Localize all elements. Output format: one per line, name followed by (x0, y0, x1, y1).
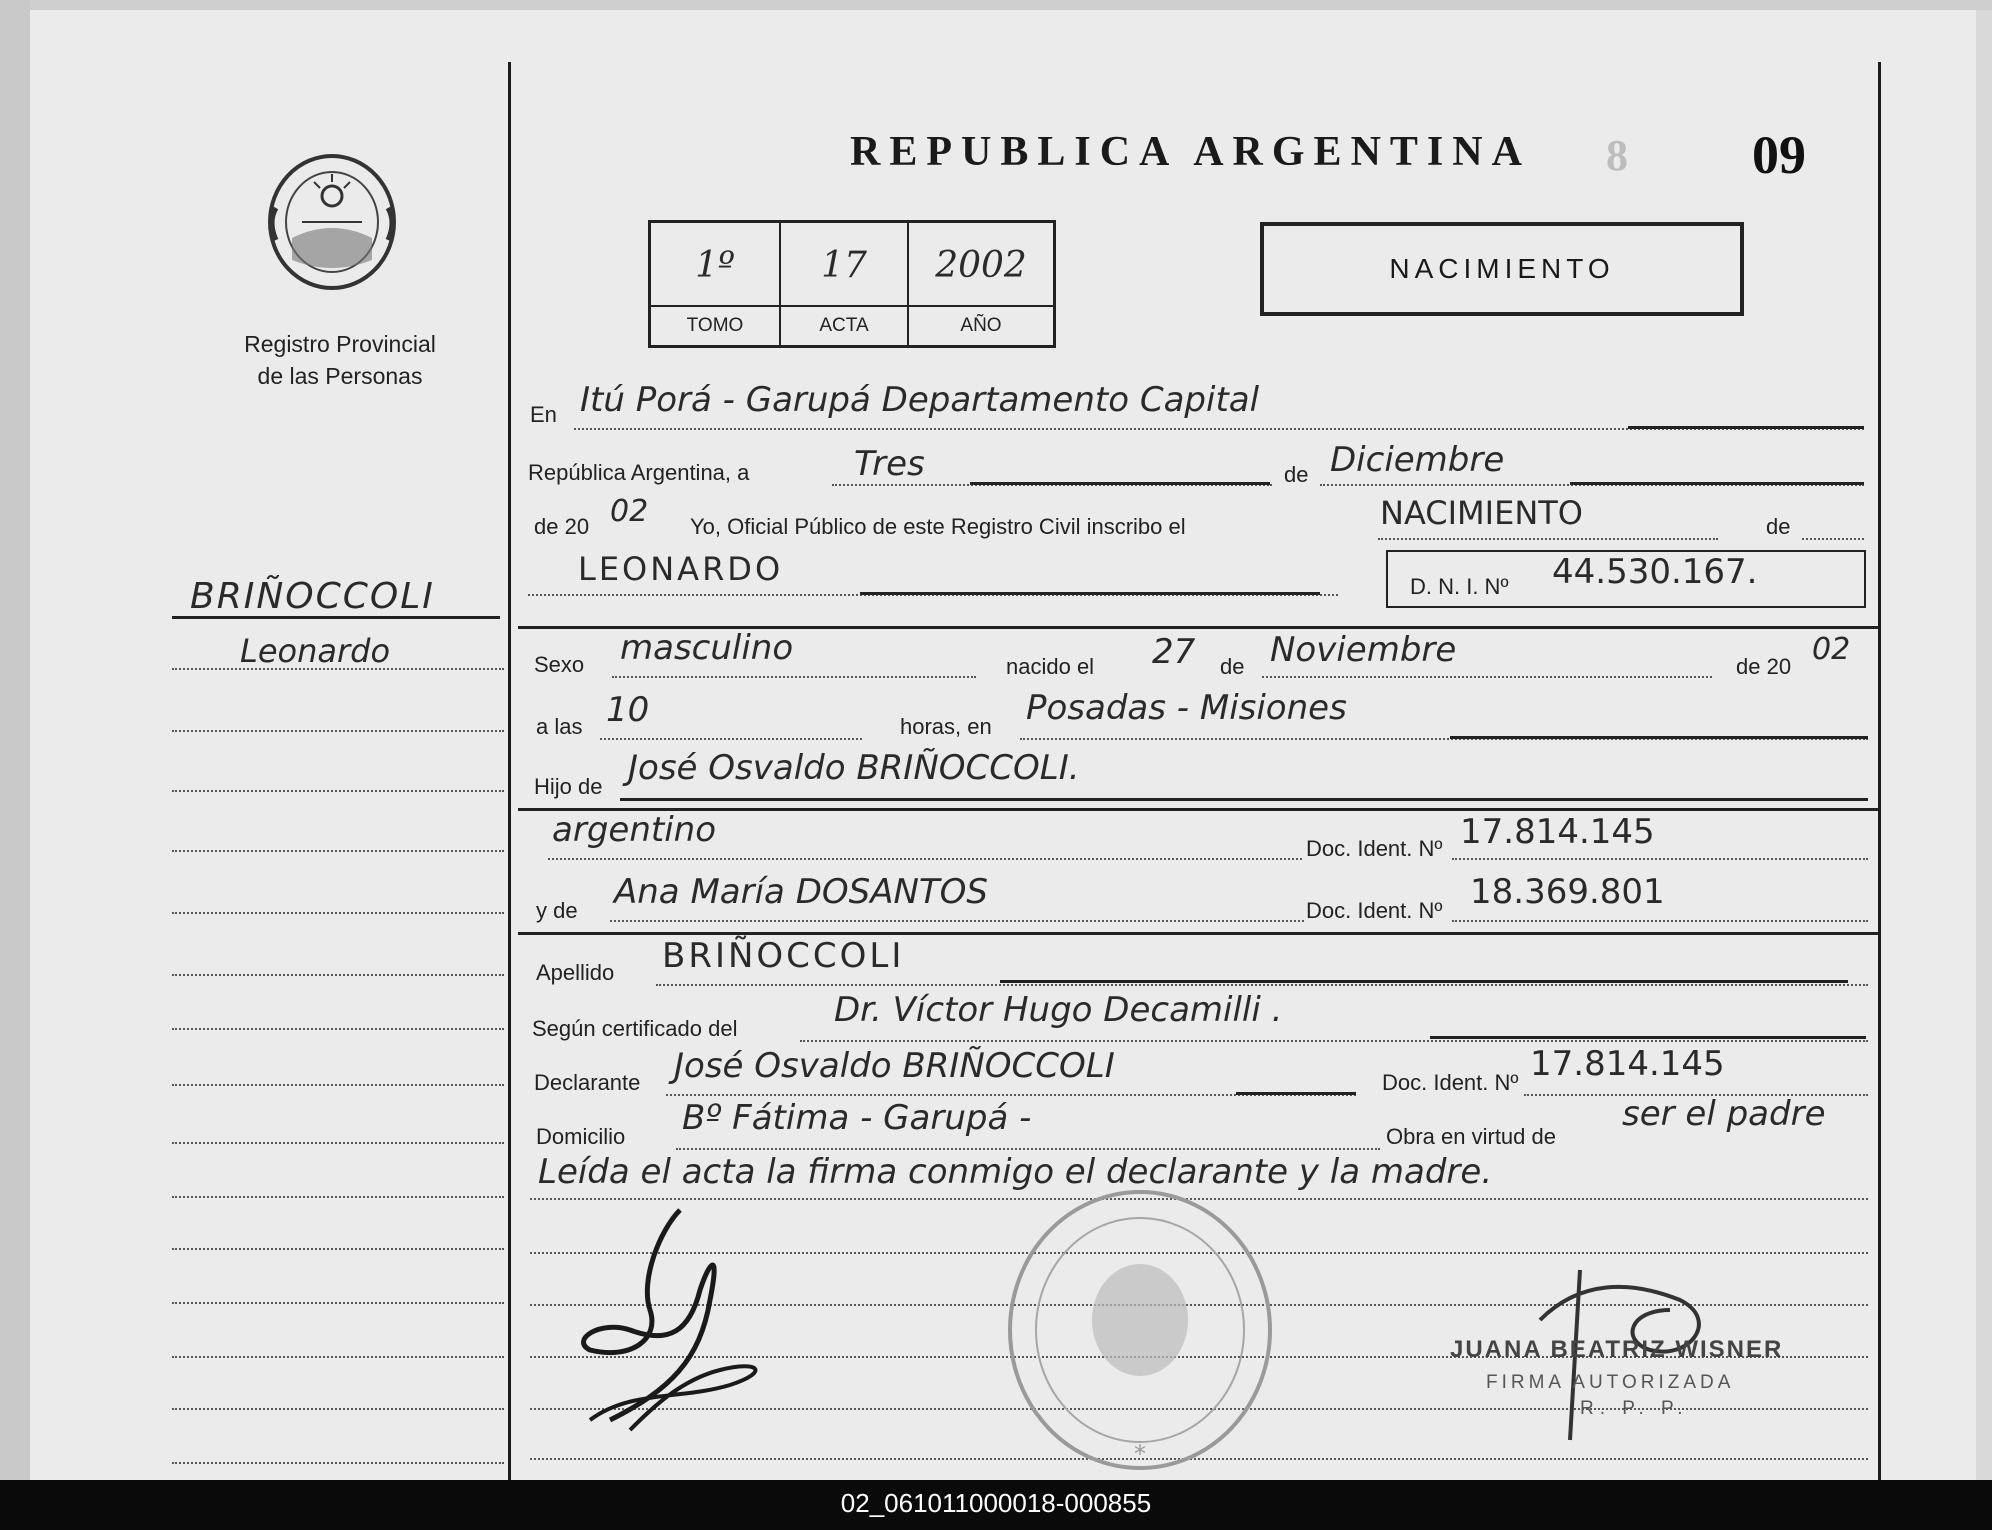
margin-ruled-line (172, 1084, 504, 1086)
organization-name (180, 328, 500, 392)
doc-label-2: Doc. Ident. Nº (1306, 898, 1443, 923)
declarant-signature-icon (570, 1190, 790, 1450)
organization-line1: Registro Provincial (244, 331, 436, 357)
de-label: de (1284, 462, 1309, 487)
certificado-label: Según certificado del (532, 1016, 738, 1041)
margin-ruled-line (172, 668, 504, 670)
nacido-label: nacido el (1006, 654, 1095, 679)
margin-ruled-line (172, 1302, 504, 1304)
obra-value: ser el padre (1622, 1094, 1826, 1134)
mother-value: Ana María DOSANTOS (614, 872, 989, 912)
margin-ruled-line (172, 1462, 504, 1464)
ruled-line (548, 858, 1302, 860)
year-prefix-label: de 20 (534, 514, 590, 539)
provincial-seal-icon (262, 148, 402, 296)
hijo-label: Hijo de (534, 774, 603, 799)
year-suffix-value: 02 (610, 494, 649, 529)
ruled-line-solid (1430, 1036, 1866, 1039)
hour-value: 10 (606, 690, 650, 730)
officer-text: Yo, Oficial Público de este Registro Civil inscribo el (690, 514, 1186, 539)
image-caption: 02_061011000018-000855 (840, 1488, 1152, 1518)
official-name: JUANA BEATRIZ WISNER (1450, 1336, 1784, 1363)
apellido-label: Apellido (536, 960, 615, 985)
ruled-line (1378, 538, 1718, 540)
ruled-line-solid (1236, 1092, 1356, 1095)
paper-edge (0, 0, 1992, 10)
event-value: NACIMIENTO (1380, 494, 1583, 532)
organization-line2: de las Personas (257, 363, 423, 389)
official-stamp-icon (1000, 1180, 1280, 1480)
month-value: Diciembre (1330, 440, 1505, 480)
document-title: REPUBLICA ARGENTINA (850, 129, 1531, 175)
margin-ruled-line (172, 730, 504, 732)
ruled-line-solid (1000, 980, 1848, 983)
dni-value: 44.530.167. (1552, 552, 1758, 592)
page-shadow (0, 0, 30, 1480)
doc-label-1: Doc. Ident. Nº (1306, 836, 1443, 861)
obra-label: Obra en virtud de (1386, 1124, 1556, 1149)
acta-cell (781, 223, 909, 345)
anio-value: 2002 (935, 245, 1027, 286)
domicilio-label: Domicilio (536, 1124, 626, 1149)
dni-label: D. N. I. Nº (1410, 574, 1509, 599)
margin-ruled-line (172, 1196, 504, 1198)
margin-ruled-line (172, 1142, 504, 1144)
faded-number: 8 (1606, 131, 1628, 180)
declarante-label: Declarante (534, 1070, 641, 1095)
declarante-doc-value: 17.814.145 (1530, 1044, 1725, 1084)
left-column-divider (508, 62, 511, 1480)
birth-month-value: Noviembre (1270, 630, 1457, 670)
doctor-value: Dr. Víctor Hugo Decamilli . (834, 990, 1283, 1030)
acta-label: ACTA (781, 305, 907, 337)
sexo-label: Sexo (534, 652, 585, 677)
birth-day-value: 27 (1152, 632, 1196, 672)
birth-year-suffix: 02 (1812, 632, 1851, 667)
ruled-line (1452, 858, 1868, 860)
ruled-line (1802, 538, 1864, 540)
closing-text: Leída el acta la firma conmigo el declarante y la madre. (538, 1152, 1493, 1192)
apellido-value: BRIÑOCCOLI (662, 936, 905, 976)
ruled-line (676, 1148, 1380, 1150)
margin-given-name: Leonardo (240, 632, 391, 670)
anio-label: AÑO (909, 305, 1053, 337)
child-name-value: LEONARDO (578, 550, 784, 588)
anio-cell (909, 223, 1053, 345)
margin-surname: BRIÑOCCOLI (190, 576, 435, 617)
margin-ruled-line (172, 1028, 504, 1030)
ruled-line-solid (970, 482, 1270, 485)
ruled-line (800, 1040, 1868, 1042)
mother-doc-value: 18.369.801 (1470, 872, 1665, 912)
place-value: Itú Porá - Garupá Departamento Capital (580, 380, 1260, 420)
margin-ruled-line (172, 790, 504, 792)
official-office: R. P. P. (1580, 1398, 1689, 1419)
ruled-line-solid (1570, 482, 1864, 485)
ruled-line (610, 920, 1304, 922)
margin-ruled-line (172, 974, 504, 976)
y-de-label: y de (536, 898, 578, 923)
ruled-line-solid (518, 932, 1878, 935)
father-value: José Osvaldo BRIÑOCCOLI. (628, 748, 1080, 788)
sexo-value: masculino (620, 628, 794, 668)
margin-ruled-line (172, 850, 504, 852)
ruled-line (656, 984, 1868, 986)
tomo-value: 1º (695, 245, 735, 286)
margin-ruled-line (172, 912, 504, 914)
record-type-box: NACIMIENTO (1260, 222, 1744, 316)
sheet-number: 09 (1752, 125, 1806, 185)
ruled-line (612, 676, 976, 678)
birth-de-label: de (1220, 654, 1245, 679)
ruled-line-solid (1450, 736, 1868, 739)
tomo-label: TOMO (651, 305, 779, 337)
right-border (1878, 62, 1881, 1480)
father-doc-value: 17.814.145 (1460, 812, 1655, 852)
margin-underline (172, 616, 500, 619)
ruled-line (1262, 676, 1712, 678)
official-role: FIRMA AUTORIZADA (1486, 1372, 1735, 1393)
margin-ruled-line (172, 1356, 504, 1358)
domicilio-value: Bº Fátima - Garupá - (682, 1098, 1032, 1138)
ruled-line-solid (620, 798, 1868, 801)
svg-text:*: * (1134, 1440, 1146, 1468)
margin-ruled-line (172, 1408, 504, 1410)
registry-table (648, 220, 1056, 348)
ruled-line-solid (860, 592, 1320, 595)
birth-year-prefix: de 20 (1736, 654, 1792, 679)
ruled-line (1452, 920, 1868, 922)
margin-ruled-line (172, 1248, 504, 1250)
ruled-line (600, 738, 862, 740)
doc-label-3: Doc. Ident. Nº (1382, 1070, 1519, 1095)
ruled-line-solid (518, 808, 1878, 811)
day-value: Tres (854, 444, 925, 484)
de-label-2: de (1766, 514, 1791, 539)
republic-label: República Argentina, a (528, 460, 750, 485)
en-label: En (530, 402, 557, 427)
acta-value: 17 (821, 245, 867, 286)
a-las-label: a las (536, 714, 583, 739)
ruled-line-solid (1628, 426, 1864, 429)
father-nationality-value: argentino (552, 810, 716, 850)
tomo-cell (651, 223, 781, 345)
declarante-value: José Osvaldo BRIÑOCCOLI (674, 1046, 1115, 1086)
birth-place-value: Posadas - Misiones (1026, 688, 1347, 728)
horas-label: horas, en (900, 714, 992, 739)
